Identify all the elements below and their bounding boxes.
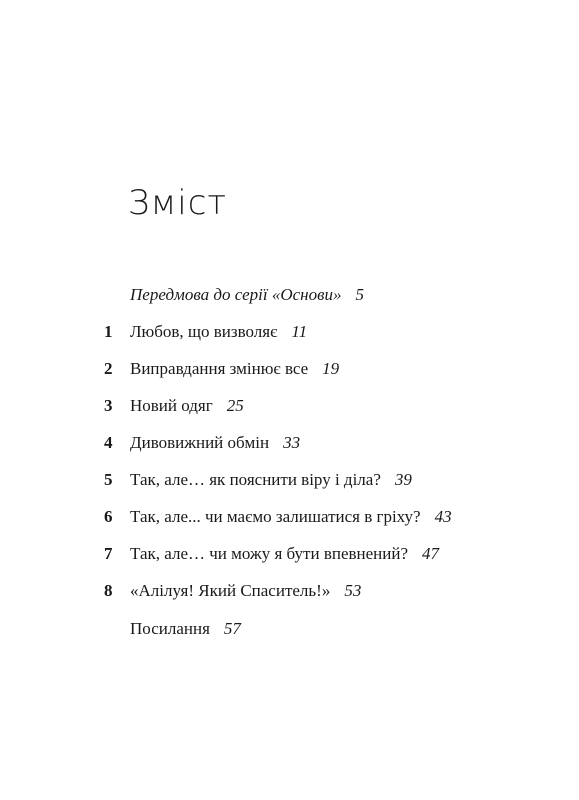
page-title: Зміст	[128, 183, 228, 223]
toc-entry-page: 25	[226, 396, 244, 415]
toc-entry-page: 47	[422, 544, 439, 563]
toc-entry-label: Любов, що визволяє	[130, 322, 278, 341]
toc-entry-page: 39	[394, 470, 412, 489]
toc-entry-label: Виправдання змінює все	[130, 359, 309, 378]
toc-entry-label: Посилання	[130, 619, 210, 638]
toc-entry-title	[130, 394, 244, 418]
toc-entry-number: 3	[104, 396, 113, 415]
toc-entry-title	[130, 579, 361, 603]
toc-entry-title	[130, 320, 307, 344]
toc-entry-label: Так, але… чи можу я бути впевнений?	[130, 544, 408, 563]
toc-entry-title	[130, 505, 452, 529]
toc-entry-title	[130, 617, 241, 641]
toc-entry-page: 19	[322, 359, 340, 378]
toc-entry-label: Так, але... чи маємо залишатися в гріху?	[130, 507, 421, 526]
toc-entry-title	[130, 542, 439, 566]
toc-entry-number: 2	[104, 359, 113, 378]
toc-entry-label: Так, але… як пояснити віру і діла?	[130, 470, 381, 489]
toc-entry-title	[130, 431, 300, 455]
toc-entry-number: 4	[104, 433, 113, 452]
toc-entry-label: «Алілуя! Який Спаситель!»	[130, 581, 331, 600]
toc-entry-label: Новий одяг	[130, 396, 213, 415]
toc-entry-number: 8	[104, 581, 113, 600]
toc-entry-page: 33	[283, 433, 301, 452]
toc-entry-page: 43	[434, 507, 452, 526]
toc-entry-label: Передмова до серії «Основи»	[130, 285, 342, 304]
toc-entry-number: 5	[104, 470, 113, 489]
toc-entry-page: 5	[355, 285, 364, 304]
toc-entry-title	[130, 357, 339, 381]
toc-entry-number: 6	[104, 507, 113, 526]
toc-entry-number: 7	[104, 544, 113, 563]
toc-entry-title	[130, 283, 364, 307]
toc-entry-page: 53	[344, 581, 362, 600]
toc-entry-number: 1	[104, 322, 113, 341]
toc-entry-title	[130, 468, 412, 492]
toc-entry-page: 57	[223, 619, 241, 638]
toc-entry-label: Дивовижний обмін	[130, 433, 270, 452]
toc-entry-page: 11	[291, 322, 308, 341]
